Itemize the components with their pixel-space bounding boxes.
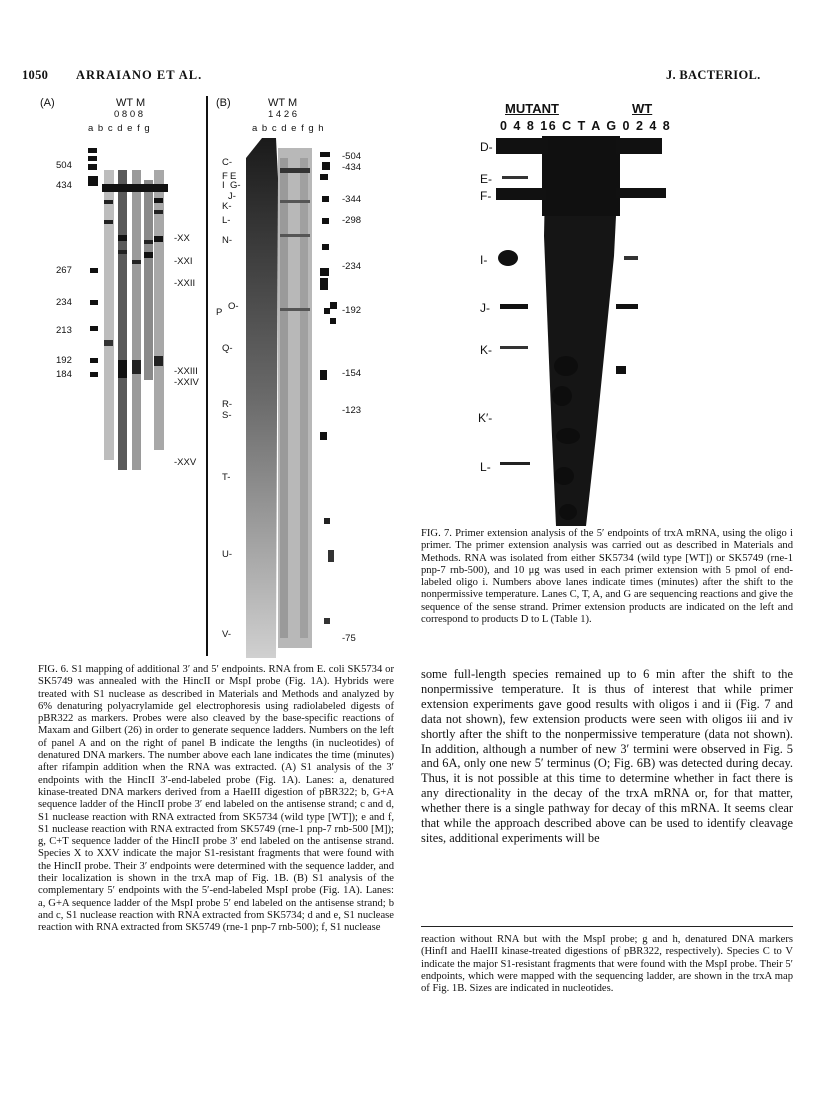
marker-b-504: -504: [342, 151, 362, 162]
marker-b-234: -234: [342, 261, 362, 272]
fig7-wt-label: WT: [632, 101, 653, 116]
species-xxi: -XXI: [174, 256, 193, 267]
panel-a-group-labels: WT M: [116, 97, 146, 109]
panel-a-label: (A): [40, 97, 55, 109]
fig7-product-f: F-: [480, 189, 492, 203]
caption-separator: [421, 926, 793, 927]
fig7-gel-image: [496, 136, 666, 526]
marker-b-344: -344: [342, 194, 362, 205]
species-p: P: [216, 307, 223, 318]
marker-b-192: -192: [342, 305, 362, 316]
fig7-product-j: J-: [480, 301, 490, 315]
fig7-mutant-label: MUTANT: [505, 101, 559, 116]
marker-184: 184: [56, 369, 72, 380]
marker-b-298: -298: [342, 215, 362, 226]
fig7-product-i: I-: [480, 253, 488, 267]
species-u: U-: [222, 549, 233, 560]
species-k: K-: [222, 201, 232, 212]
panel-b-group-labels: WT M: [268, 97, 298, 109]
panel-b-lane-letters: a b c d e f g h: [252, 123, 325, 134]
panel-b-label: (B): [216, 97, 231, 109]
species-e: E: [230, 171, 237, 182]
marker-267: 267: [56, 265, 72, 276]
fig6-caption: FIG. 6. S1 mapping of additional 3′ and 5′ endpoints. RNA from E. coli SK5734 or SK5749 was annealed with the HincII or MspI probe (Fig. 1A). Hybrids were treated with S1 nuclease as described in Materials and Methods and analyzed by 6% denaturing polyacrylamide gel electrophoresis using radiolabeled digests of pBR322 as markers. Probes were also cleaved by the base-specific reactions of Maxam and Gilbert (26) in order to generate sequence ladders. Numbers on the left of panel A and on the right of panel B indicate the lengths (in nucleotides) of denatured DNA markers. The number above each lane indicates the time (minutes) after rifampin addition when the RNA was extracted. (A) S1 analysis of the 3′ endpoints with the HincII 3′-end-labeled probe (Fig. 1A). Lanes: a, denatured kinase-treated DNA markers derived from a HaeIII digestion of pBR322; b, G+A sequence ladder of the HincII probe 3′ end labeled on the antisense strand; c and d, S1 nuclease reaction with RNA extracted from SK5734 (wild type [WT]); e and f, S1 nuclease reaction with RNA extracted from SK5749 (rne-1 pnp-7 rnb-500 [M]); g, C+T sequence ladder of the HincII probe 3′ end labeled on the antisense strand. Species X to XXV indicate the major S1-resistant fragments that were found with the HincII probe. Their 3′ endpoints were determined with the sequence ladder, and their localization is shown in the trxA map of Fig. 1B. (B) S1 analysis of the complementary 5′ endpoints with the 5′-end-labeled MspI probe (Fig. 1A). Lanes: a, G+A sequence ladder of the MspI probe 5′ end labeled on the antisense strand; b and c, S1 nuclease reaction with RNA extracted from SK5734; d and e, S1 nuclease reaction with RNA extracted from SK5749 (rne-1 pnp-7 rnb-500); f, S1 nuclease: [38, 664, 394, 934]
species-xxii: -XXII: [174, 278, 196, 289]
panel-a-times: 0 8 0 8: [114, 109, 144, 120]
species-o: O-: [228, 301, 239, 312]
marker-192: 192: [56, 355, 72, 366]
marker-234: 234: [56, 297, 72, 308]
fig7-product-k-prime: K′-: [478, 411, 493, 425]
species-s: S-: [222, 410, 232, 421]
marker-b-75: -75: [342, 633, 356, 644]
marker-434: 434: [56, 180, 72, 191]
fig7-product-l: L-: [480, 460, 491, 474]
species-t: T-: [222, 472, 231, 483]
marker-b-154: -154: [342, 368, 362, 379]
marker-b-434: -434: [342, 162, 362, 173]
panel-b-gel-image: [240, 138, 340, 658]
species-q: Q-: [222, 343, 233, 354]
body-paragraph: some full-length species remained up to 6 min after the shift to the nonpermissive temperature. It is thus of interest that while primer extension experiments gave good results with oligos i and ii (Fig. 7 and data not shown), few extension products were seen with oligos iii and iv shortly after the shift to the nonpermissive temperature (data not shown). In addition, although a number of new 3′ termini were observed in Fig. 5 and 6A, only one new 5′ terminus (O; Fig. 6B) was detected during decay. Thus, it is not possible at this time to determine whether in fact there is any directionality in the decay of the trxA mRNA or, for that matter, whether there is a single pathway for decay of this mRNA. It seems clear that while the approach described above can be used to identify cleavage sites, additional experiments will be: [421, 667, 793, 845]
panel-a-gel-image: [82, 140, 172, 500]
species-l: L-: [222, 215, 231, 226]
species-n: N-: [222, 235, 233, 246]
panel-divider: [206, 96, 208, 656]
species-c: C-: [222, 157, 233, 168]
species-r: R-: [222, 399, 233, 410]
species-xxiv: -XXIV: [174, 377, 199, 388]
page-number: 1050: [22, 68, 49, 82]
species-f: F: [222, 171, 228, 182]
species-v: V-: [222, 629, 231, 640]
panel-b-times: 1 4 2 6: [268, 109, 298, 120]
species-xxiii: -XXIII: [174, 366, 198, 377]
fig7-product-k: K-: [480, 343, 493, 357]
species-i: I: [222, 180, 225, 191]
fig7-product-e: E-: [480, 172, 493, 186]
running-authors: ARRAIANO ET AL.: [76, 68, 203, 82]
species-xx: -XX: [174, 233, 190, 244]
marker-b-123: -123: [342, 405, 362, 416]
species-j: J-: [228, 191, 236, 202]
fig7-caption: FIG. 7. Primer extension analysis of the 5′ endpoints of trxA mRNA, using the oligo i primer. The primer extension analysis was carried out as described in Materials and Methods. RNA was isolated from either SK5734 (wild type [WT]) or SK5749 (rne-1 pnp-7 rnb-500), and 10 μg was used in each primer extension with 5 pmol of end-labeled oligo i. Numbers above lanes indicate times (minutes) after the shift to the nonpermissive temperature. Lanes C, T, A, and G are sequencing reactions and give the sequence of the sense strand. Primer extension products are indicated on the left and correspond to products D to L (Table 1).: [421, 528, 793, 626]
fig7-product-d: D-: [480, 140, 493, 154]
journal-name: J. BACTERIOL.: [666, 68, 761, 82]
fig6-caption-continued: reaction without RNA but with the MspI probe; g and h, denatured DNA markers (HinfI and HaeIII kinase-treated digestions of pBR322, respectively). Species C to V indicate the major S1-resistant fragments that were found with the MspI probe. Their 5′ endpoints, which were mapped with the sequencing ladder, are shown in the trxA map of Fig. 1B. Sizes are indicated in nucleotides.: [421, 934, 793, 995]
marker-213: 213: [56, 325, 72, 336]
fig7-lane-labels: 0 4 8 16 C T A G 0 2 4 8: [500, 119, 672, 133]
species-g: G-: [230, 180, 241, 191]
species-xxv: -XXV: [174, 457, 197, 468]
marker-504: 504: [56, 160, 72, 171]
panel-a-lane-letters: a b c d e f g: [88, 123, 151, 134]
